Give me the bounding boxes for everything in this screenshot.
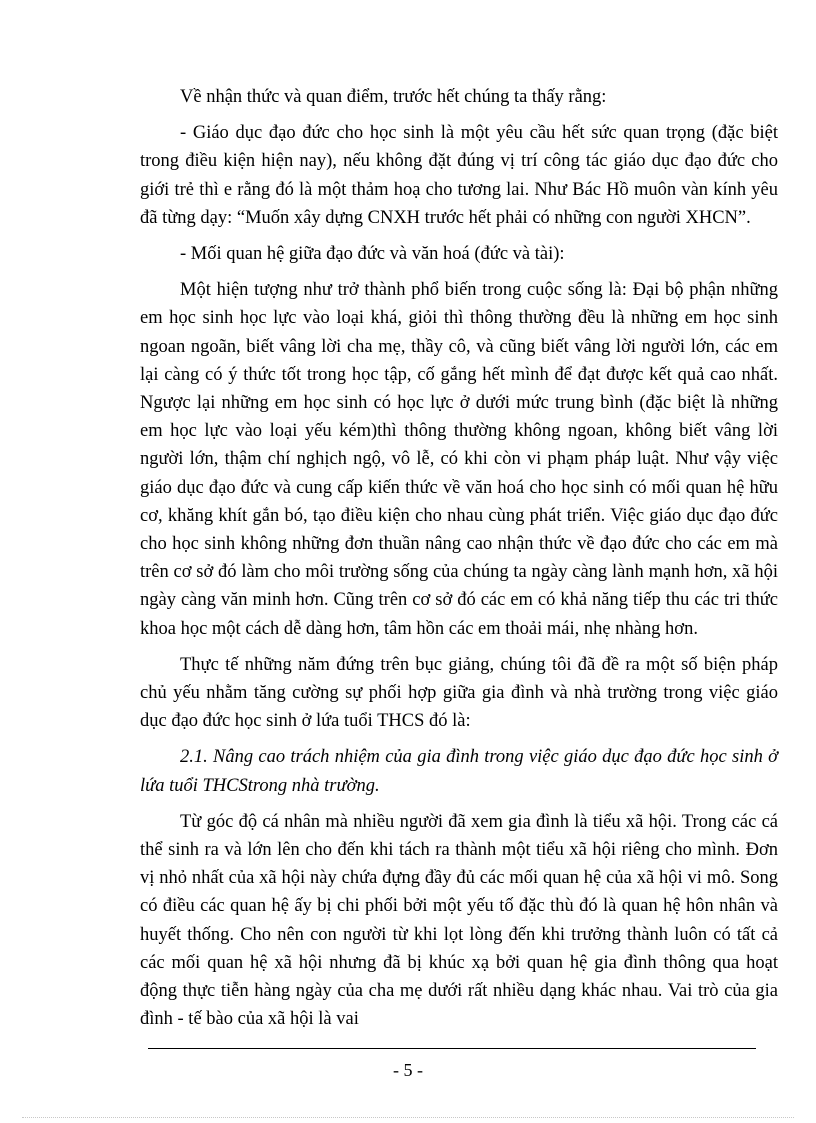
paragraph-phenomenon: Một hiện tượng như trở thành phổ biến trong cuộc sống là: Đại bộ phận những em học sinh học lực vào loại khá, giỏi thì thông thường đều là những em học sinh ngoan ngoãn, biết vâng lời cha mẹ, thầy cô, và cũng biết vâng lời người lớn, các em lại càng có ý thức tốt trong học tập, cố gắng hết mình để đạt được kết quả cao nhất. Ngược lại những em học sinh có học lực ở dưới mức trung bình (đặc biệt là những em học lực vào loại yếu kém)thì thông thường không ngoan, không biết vâng lời người lớn, thậm chí nghịch ngộ, vô lễ, có khi còn vi phạm pháp luật. Như vậy việc giáo dục đạo đức và cung cấp kiến thức về văn hoá cho học sinh có mối quan hệ hữu cơ, khăng khít gắn bó, tạo điều kiện cho nhau cùng phát triển. Việc giáo dục đạo đức cho học sinh không những đơn thuần nâng cao nhận thức về đạo đức cho các em mà trên cơ sở đó làm cho môi trường sống của chúng ta ngày càng lành mạnh hơn, xã hội ngày càng văn minh hơn. Cũng trên cơ sở đó các em có khả năng tiếp thu các tri thức khoa học một cách dễ dàng hơn, tâm hồn các em thoải mái, nhẹ nhàng hơn. (140, 280, 778, 639)
page-number: - 5 - (393, 1060, 423, 1080)
document-body (140, 83, 778, 1042)
paragraph-relationship-heading: - Mối quan hệ giữa đạo đức và văn hoá (đức và tài): (180, 244, 565, 265)
page-edge-dotted-line (22, 1117, 794, 1118)
paragraph-intro: Về nhận thức và quan điểm, trước hết chúng ta thấy rằng: (180, 87, 607, 107)
section-heading-2-1: 2.1. Nâng cao trách nhiệm của gia đình trong việc giáo dục đạo đức học sinh ở lứa tuổi THCStrong nhà trường. (140, 747, 778, 796)
paragraph-family: Từ góc độ cá nhân mà nhiều người đã xem gia đình là tiểu xã hội. Trong các cá thể sinh ra và lớn lên cho đến khi tách ra thành một tiểu xã hội riêng cho mình. Đơn vị nhỏ nhất của xã hội này chứa đựng đầy đủ các mối quan hệ của xã hội vi mô. Song có điều các quan hệ ấy bị chi phối bởi một yếu tố đặc thù đó là quan hệ hôn nhân và huyết thống. Cho nên con người từ khi lọt lòng đến khi trưởng thành luôn có tất cả các mối quan hệ xã hội nhưng đã bị khúc xạ bởi quan hệ gia đình thông qua hoạt động thực tiễn hàng ngày của cha mẹ dưới rất nhiều dạng khác nhau. Vai trò của gia đình - tế bào của xã hội là vai (140, 811, 778, 1030)
footer-divider (148, 1048, 756, 1049)
paragraph-moral-education: - Giáo dục đạo đức cho học sinh là một yêu cầu hết sức quan trọng (đặc biệt trong điều kiện hiện nay), nếu không đặt đúng vị trí công tác giáo dục đạo đức cho giới trẻ thì e rằng đó là một thảm hoạ cho tương lai. Như Bác Hồ muôn vàn kính yêu đã từng dạy: “Muốn xây dựng CNXH trước hết phải có những con người XHCN”. (140, 123, 778, 228)
paragraph-practice: Thực tế những năm đứng trên bục giảng, chúng tôi đã đề ra một số biện pháp chủ yếu nhằm tăng cường sự phối hợp giữa gia đình và nhà trường trong việc giáo dục đạo đức học sinh ở lứa tuổi THCS đó là: (140, 654, 778, 732)
